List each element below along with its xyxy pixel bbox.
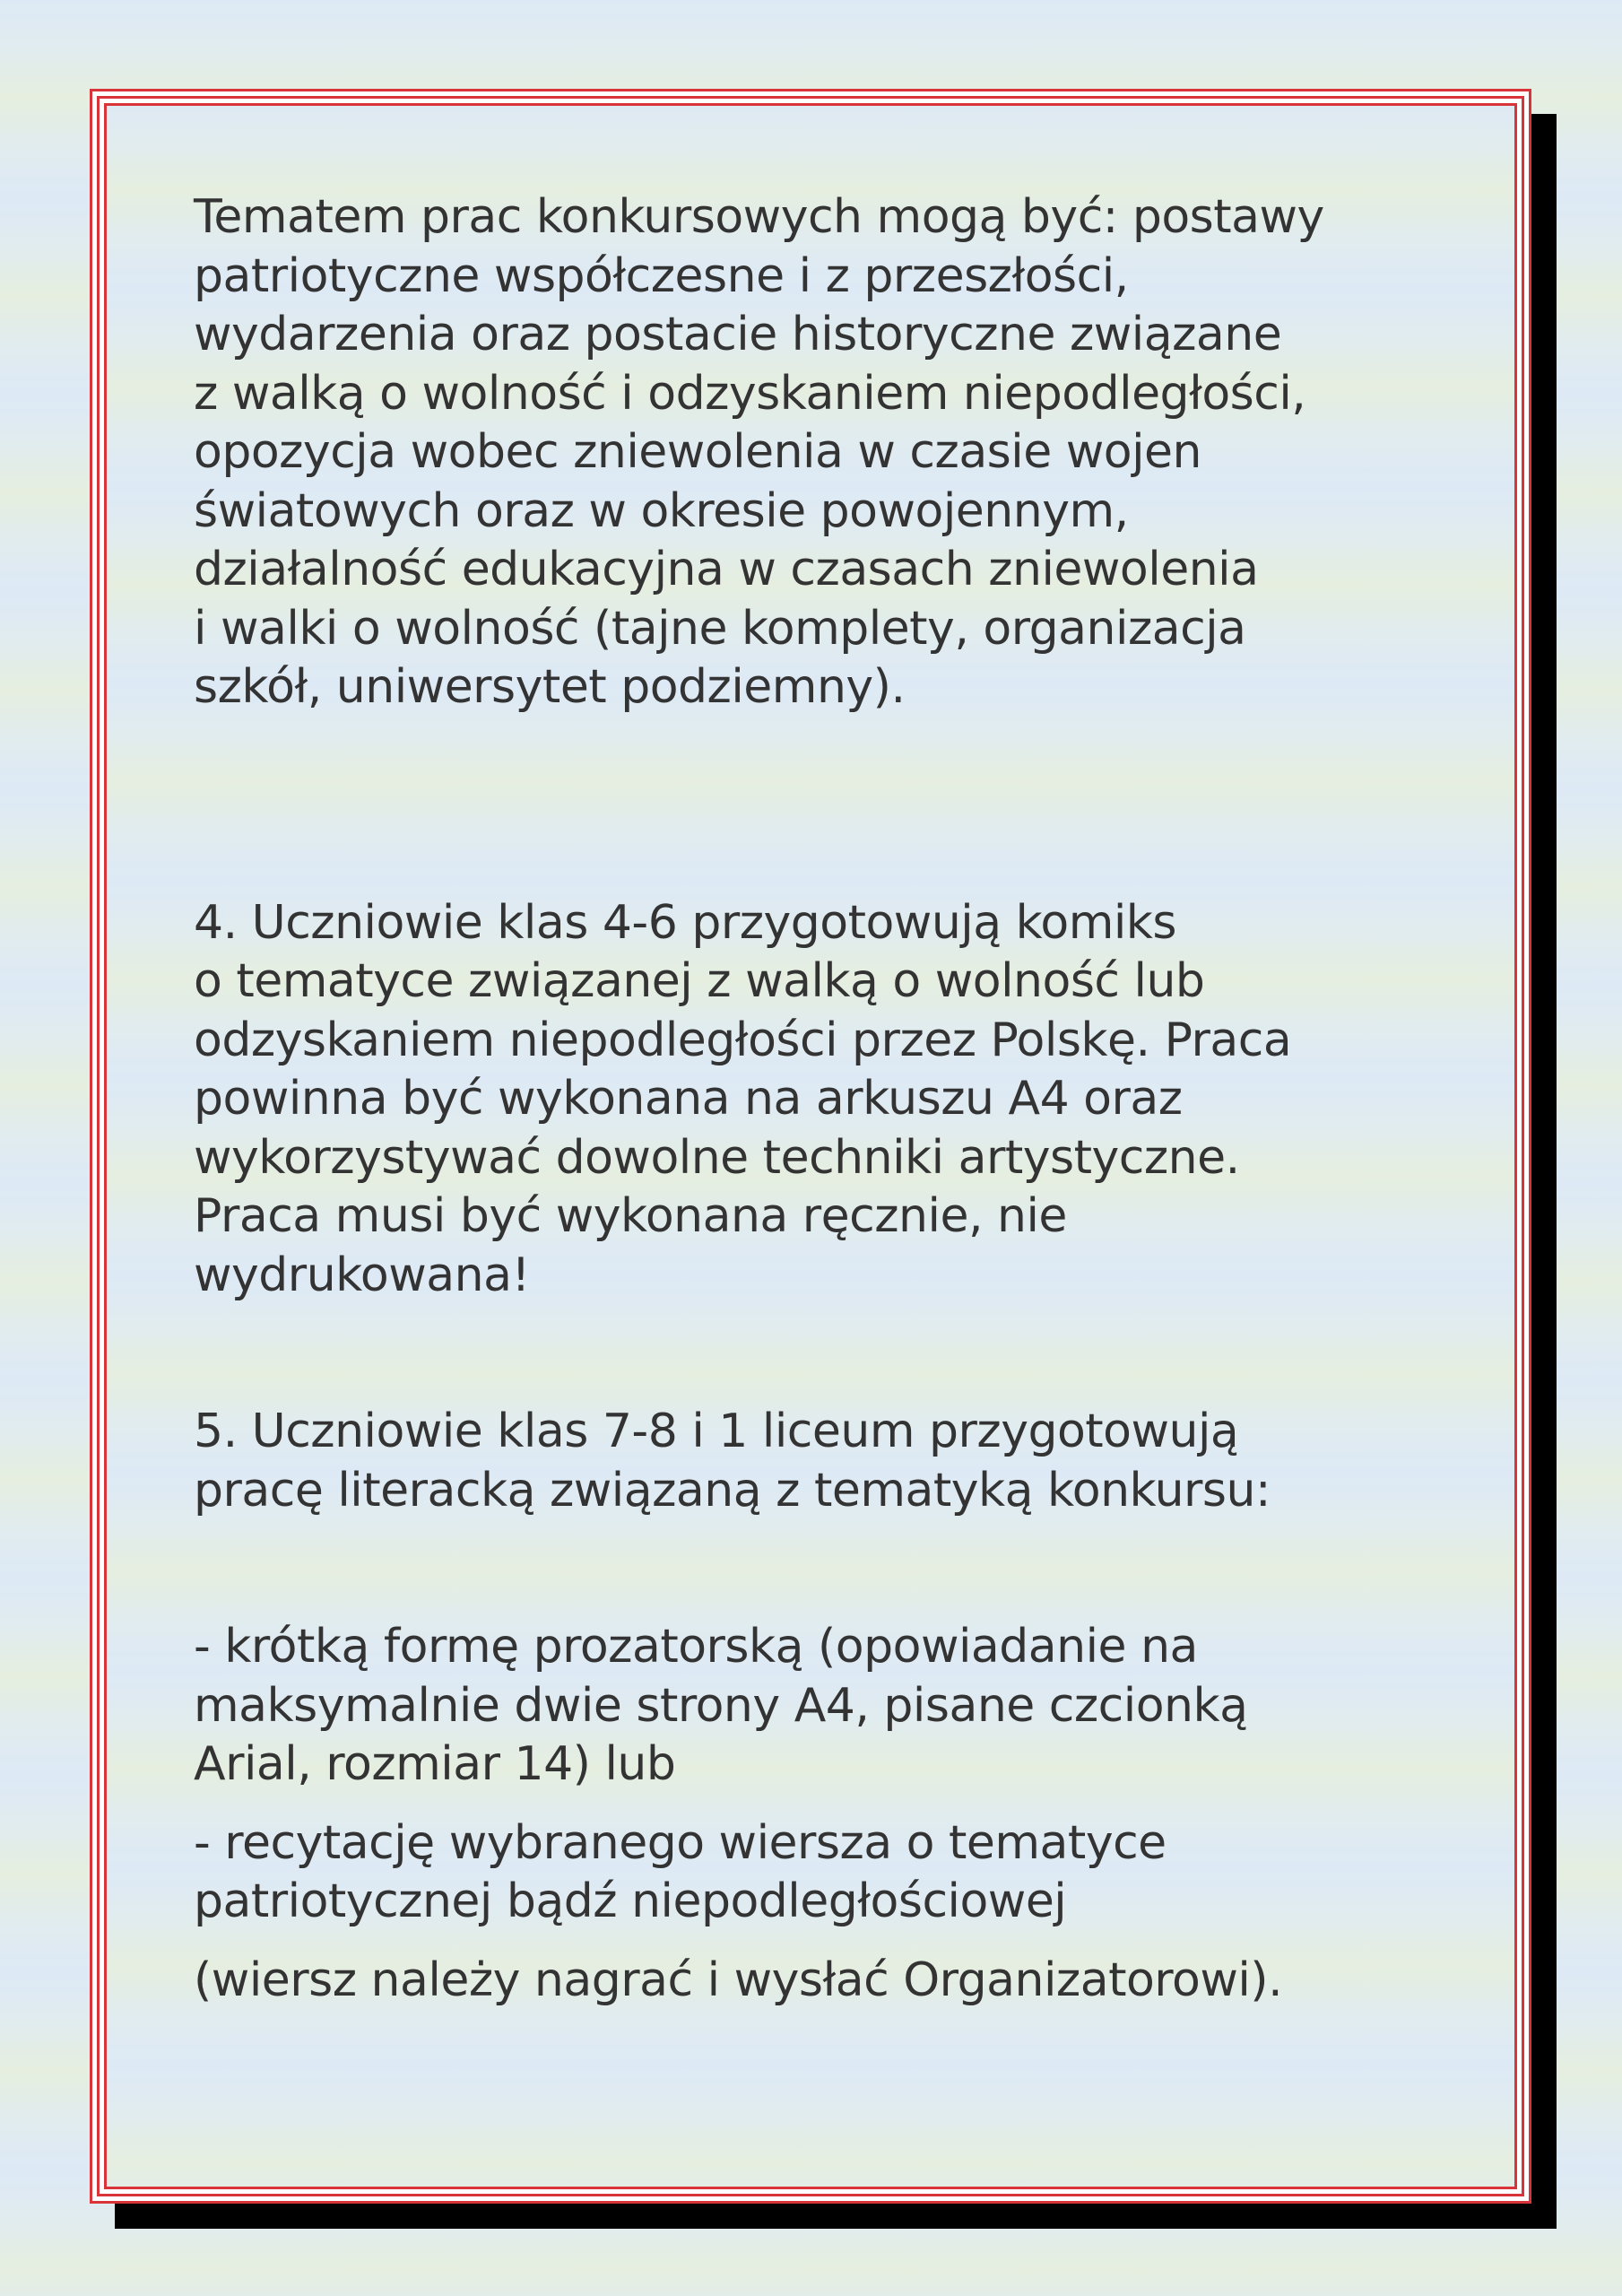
paragraph-recording-note: (wiersz należy nagrać i wysłać Organizatorowi).	[194, 1952, 1283, 2007]
list-item-prose-form: - krótką formę prozatorską (opowiadanie na maksymalnie dwie strony A4, pisane czcionką Arial, rozmiar 14) lub	[194, 1620, 1248, 1791]
list-item-recitation: - recytację wybranego wiersza o tematyce patriotycznej bądź niepodległościowej	[194, 1815, 1167, 1928]
document-body	[194, 188, 1449, 2010]
paragraph-point-4: 4. Uczniowie klas 4-6 przygotowują komiks o tematyce związanej z walką o wolność lub odzyskaniem niepodległości przez Polskę. Praca powinna być wykonana na arkuszu A4 oraz wykorzystywać dowolne techniki artystyczne. Praca musi być wykonana ręcznie, nie wydrukowana!	[194, 895, 1292, 1302]
paragraph-topics: Tematem prac konkursowych mogą być: postawy patriotyczne współczesne i z przeszłości, wydarzenia oraz postacie historyczne związane z walką o wolność i odzyskaniem niepodległości, opozycja wobec zniewolenia w czasie wojen światowych oraz w okresie powojennym, działalność edukacyjna w czasach zniewolenia i walki o wolność (tajne komplety, organizacja szkół, uniwersytet podziemny).	[194, 190, 1324, 714]
paragraph-point-5: 5. Uczniowie klas 7-8 i 1 liceum przygotowują pracę literacką związaną z tematyką konkursu:	[194, 1405, 1271, 1518]
